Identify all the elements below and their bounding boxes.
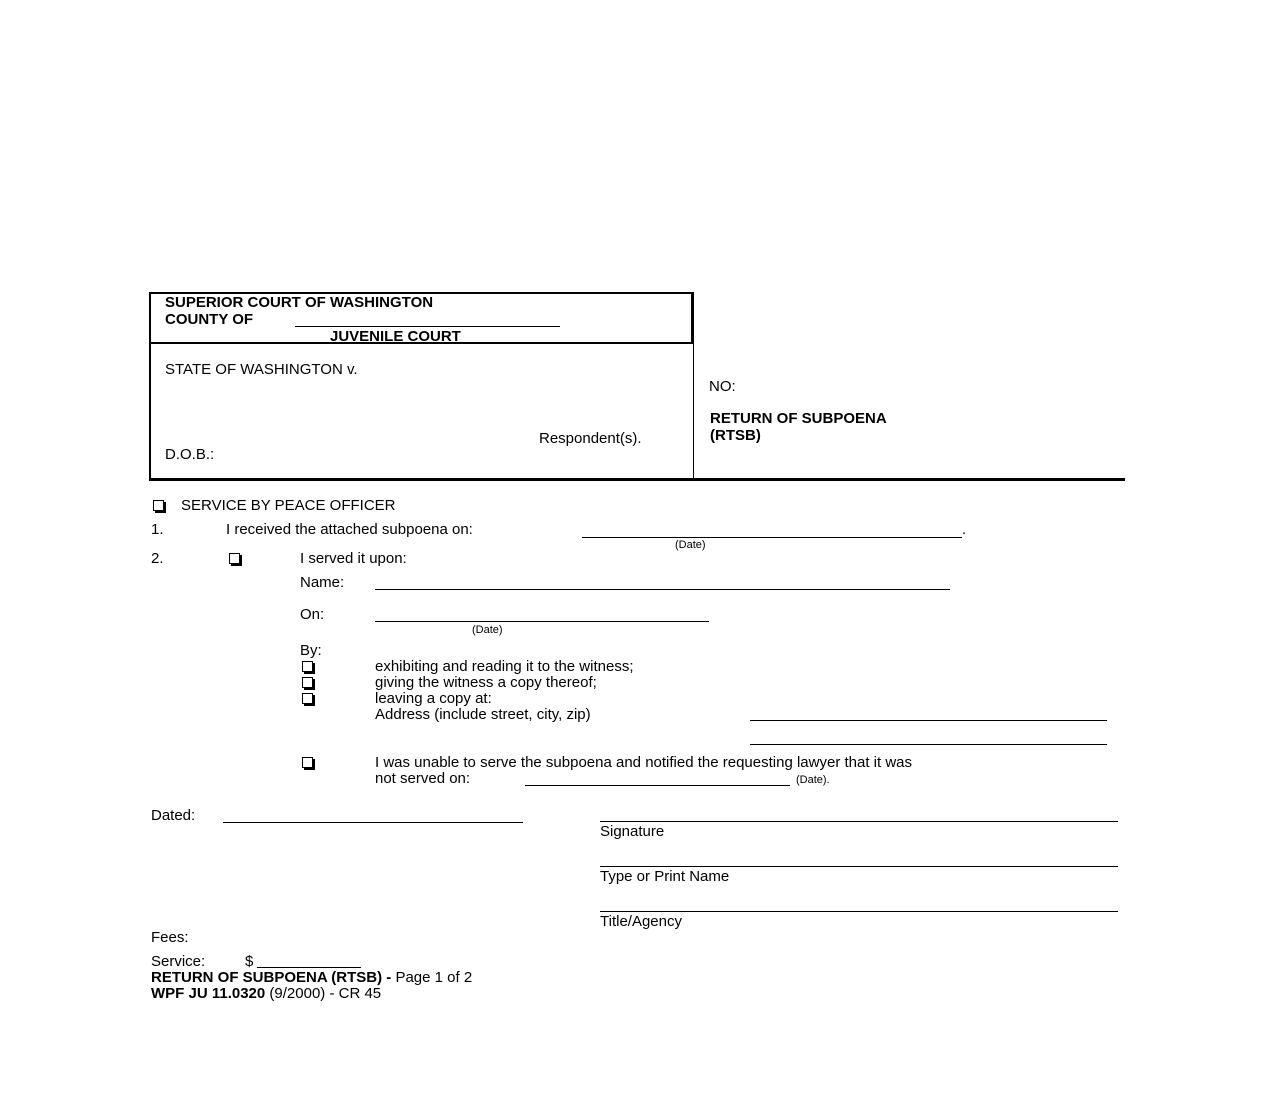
exhibit-option: exhibiting and reading it to the witness; [375,658,634,675]
service-header: SERVICE BY PEACE OFFICER [181,497,396,514]
title-agency-field[interactable] [600,911,1118,912]
signature-field[interactable] [600,821,1118,822]
served-date-caption: (Date) [472,624,503,636]
footer-form-rev: (9/2000) - CR 45 [269,985,382,1002]
on-label: On: [300,606,325,623]
footer-line-2 [151,985,381,1002]
unable-line-2: not served on: [375,770,471,787]
by-label: By: [300,642,322,659]
address-field-1[interactable] [750,720,1107,721]
dob-label: D.O.B.: [165,446,215,463]
received-date-field[interactable] [582,537,962,538]
print-name-label: Type or Print Name [600,868,730,885]
dated-label: Dated: [151,807,196,824]
caption-bottom-rule [149,478,1125,481]
unable-line-1: I was unable to serve the subpoena and notified the requesting lawyer that it was [375,754,913,771]
item1-number: 1. [151,521,164,538]
not-served-date-field[interactable] [525,785,790,786]
not-served-date-caption: (Date). [796,774,830,786]
name-field[interactable] [375,589,950,590]
address-field-2[interactable] [750,744,1107,745]
received-date-caption: (Date) [675,539,706,551]
leave-copy-option: leaving a copy at: [375,690,492,707]
title-agency-label: Title/Agency [600,913,682,930]
document-title: RETURN OF SUBPOENA [710,410,887,427]
unable-checkbox[interactable] [302,757,313,768]
footer-page: Page 1 of 2 [395,969,473,986]
name-label: Name: [300,574,345,591]
service-fee-field[interactable] [257,967,361,968]
respondent-label: Respondent(s). [539,430,642,447]
county-field[interactable] [295,326,560,327]
state-label: STATE OF WASHINGTON v. [165,361,358,378]
copy-option: giving the witness a copy thereof; [375,674,597,691]
county-label: COUNTY OF [165,311,254,328]
served-upon-checkbox[interactable] [229,553,240,564]
address-label: Address (include street, city, zip) [375,706,591,723]
footer-title: RETURN OF SUBPOENA (RTSB) - [151,969,392,986]
footer-form-code: WPF JU 11.0320 [151,985,266,1002]
dollar-sign: $ [245,953,254,970]
leave-copy-checkbox[interactable] [302,693,313,704]
caption-left-rule [149,344,151,478]
court-name: SUPERIOR COURT OF WASHINGTON [165,294,434,311]
item1-period: . [962,521,967,538]
footer-line-1 [151,969,472,986]
document-code: (RTSB) [710,427,761,444]
fees-label: Fees: [151,929,189,946]
item2-text: I served it upon: [300,550,407,567]
print-name-field[interactable] [600,866,1118,867]
served-date-field[interactable] [375,621,709,622]
signature-label: Signature [600,823,665,840]
juvenile-court: JUVENILE COURT [330,328,461,345]
service-fee-label: Service: [151,953,206,970]
exhibit-checkbox[interactable] [302,661,313,672]
item2-number: 2. [151,550,164,567]
dated-field[interactable] [223,822,523,823]
item1-text: I received the attached subpoena on: [226,521,473,538]
copy-checkbox[interactable] [302,677,313,688]
case-no-label: NO: [709,378,736,395]
caption-divider [693,292,694,478]
service-peace-officer-checkbox[interactable] [153,500,164,511]
